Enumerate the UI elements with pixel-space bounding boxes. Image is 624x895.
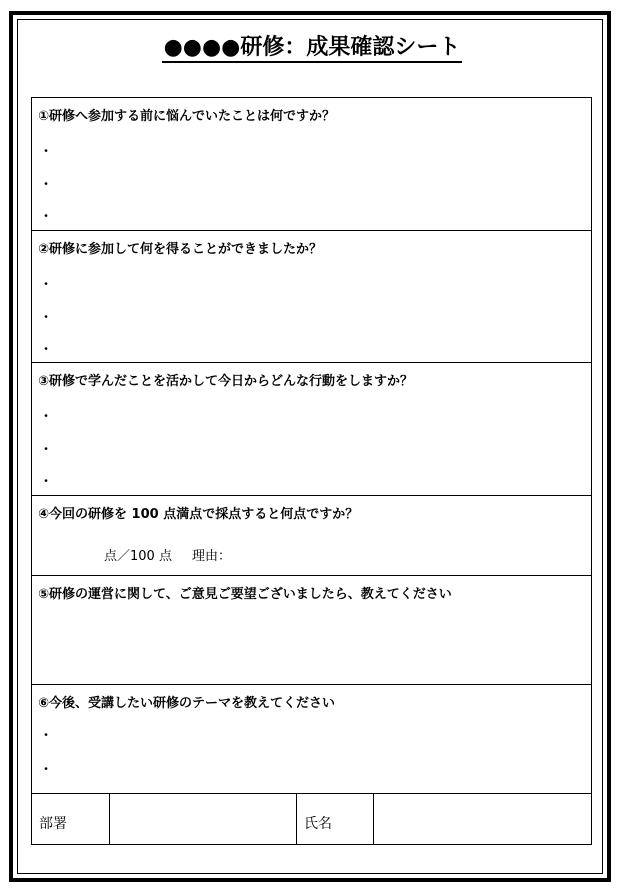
answer-line-3-2[interactable]: ・ [40,442,53,456]
question-6: ⑥今後、受講したい研修のテーマを教えてください [38,696,336,711]
form-table [31,97,592,845]
name-field[interactable] [374,794,591,844]
name-label: 氏名 [304,816,332,832]
section-1 [32,98,591,231]
question-1: ①研修へ参加する前に悩んでいたことは何ですか？ [38,109,336,124]
section-5[interactable] [32,576,591,685]
answer-line-2-1[interactable]: ・ [40,277,53,291]
footer-row [32,794,591,844]
department-label-cell [32,794,110,844]
section-3 [32,363,591,496]
sheet-title [0,33,624,63]
answer-line-3-1[interactable]: ・ [40,409,53,423]
answer-line-6-2[interactable]: ・ [40,762,53,776]
score-text: 点／100 点 [104,549,172,564]
section-4 [32,496,591,576]
name-label-cell [297,794,374,844]
answer-line-1-3[interactable]: ・ [40,209,53,223]
sheet-title-text: ●●●●研修：成果確認シート [162,35,463,63]
question-4: ④今回の研修を 100 点満点で採点すると何点ですか？ [38,507,359,522]
department-field[interactable] [110,794,297,844]
reason-label: 理由： [191,549,231,564]
answer-line-3-3[interactable]: ・ [40,474,53,488]
answer-line-2-2[interactable]: ・ [40,310,53,324]
answer-line-2-3[interactable]: ・ [40,342,53,356]
question-3: ③研修で学んだことを活かして今日からどんな行動をしますか？ [38,374,414,389]
section-2 [32,231,591,363]
answer-line-1-2[interactable]: ・ [40,177,53,191]
question-2: ②研修に参加して何を得ることができましたか？ [38,242,323,257]
question-5: ⑤研修の運営に関して、ご意見ご要望ございましたら、教えてください [38,587,452,602]
section-6 [32,685,591,794]
score-row[interactable] [104,549,231,565]
answer-line-6-1[interactable]: ・ [40,728,53,742]
department-label: 部署 [39,816,67,832]
answer-line-1-1[interactable]: ・ [40,144,53,158]
